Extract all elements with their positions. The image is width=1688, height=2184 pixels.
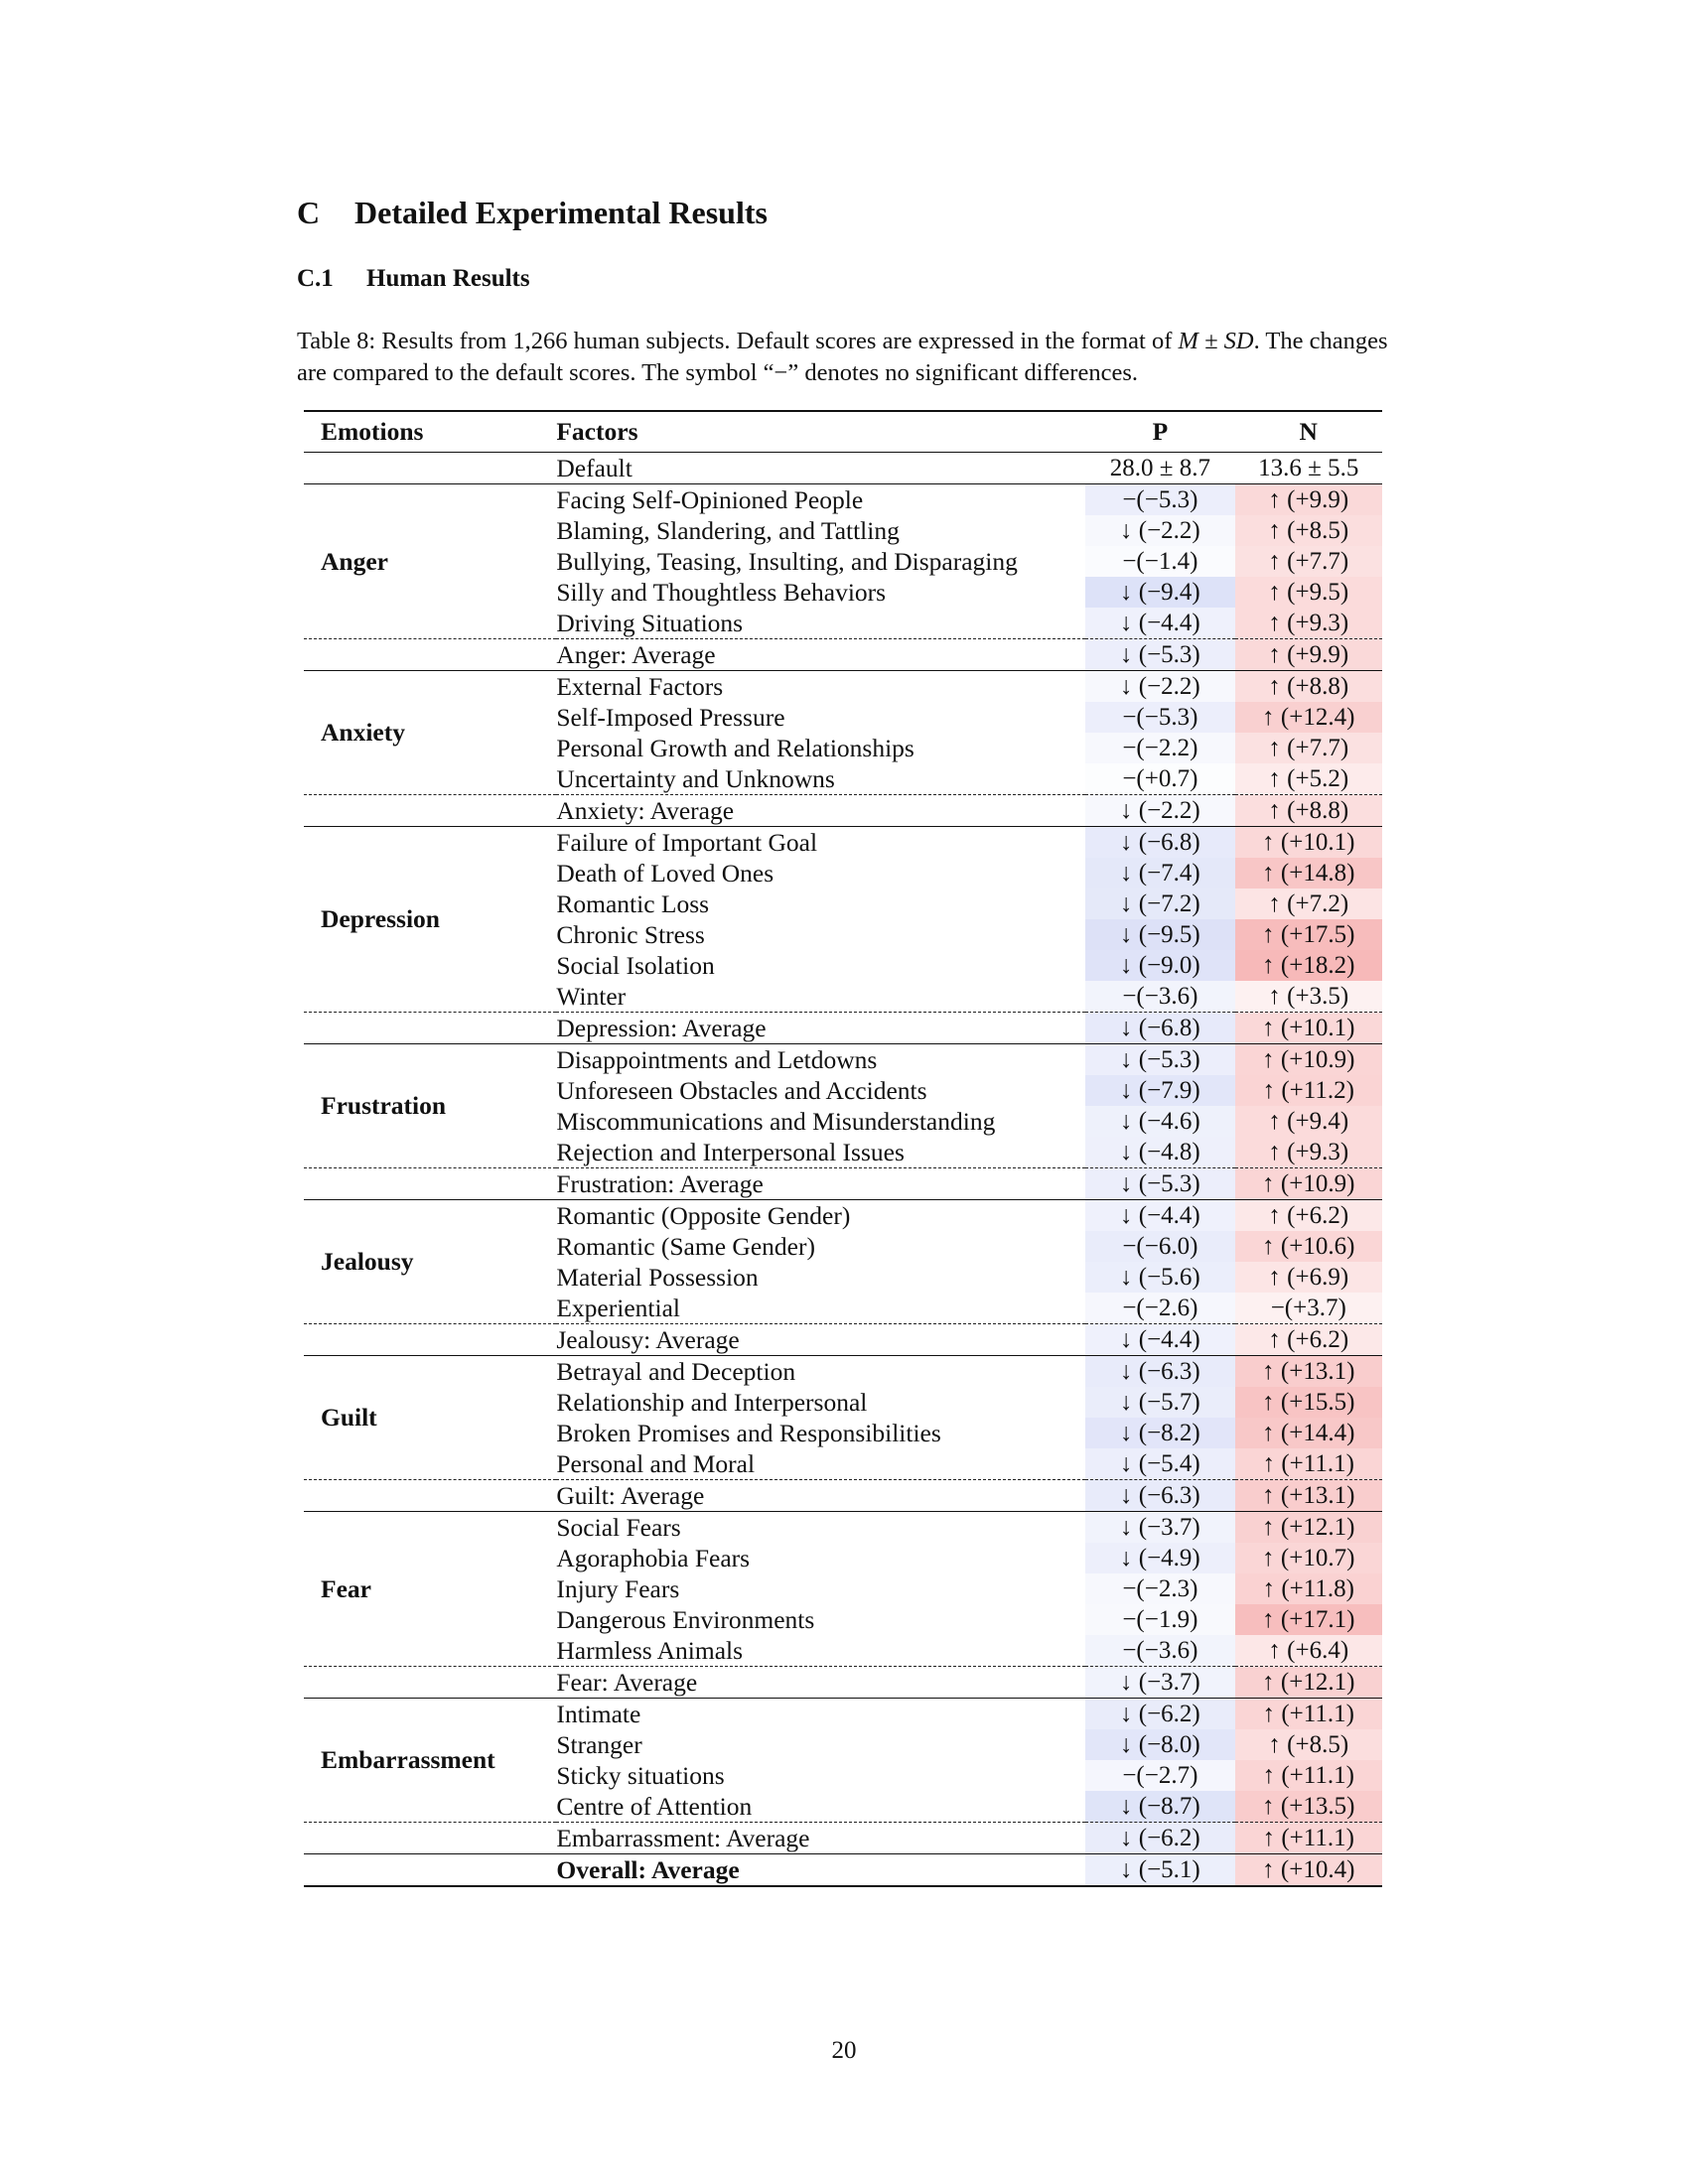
average-row xyxy=(304,1168,1382,1200)
header-p: P xyxy=(1085,411,1234,453)
subsection-title xyxy=(297,265,530,293)
n-cell: ↑ (+10.9) xyxy=(1235,1044,1382,1076)
average-n: ↑ (+11.1) xyxy=(1235,1823,1382,1854)
emotion-label: Depression xyxy=(321,904,440,933)
n-cell: ↑ (+6.9) xyxy=(1235,1262,1382,1293)
factor-cell: Driving Situations xyxy=(556,608,744,637)
p-cell: ↓ (−2.2) xyxy=(1085,671,1234,703)
factor-cell: Betrayal and Deception xyxy=(556,1356,796,1386)
factor-cell: Injury Fears xyxy=(556,1573,680,1603)
factor-cell: Material Possession xyxy=(556,1262,759,1292)
overall-emotion-cell xyxy=(304,1854,556,1887)
p-cell: ↓ (−9.0) xyxy=(1085,950,1234,981)
p-cell: ↓ (−4.4) xyxy=(1085,608,1234,639)
average-emotion-cell xyxy=(304,795,556,827)
p-cell: ↓ (−7.9) xyxy=(1085,1075,1234,1106)
p-cell: −(−1.4) xyxy=(1085,546,1234,577)
n-cell: ↑ (+8.5) xyxy=(1235,1729,1382,1760)
factor-cell: Personal Growth and Relationships xyxy=(556,733,914,762)
average-factor: Embarrassment: Average xyxy=(556,1823,1085,1854)
factor-cell: Death of Loved Ones xyxy=(556,858,774,887)
p-cell: −(−2.7) xyxy=(1085,1760,1234,1791)
n-cell: ↑ (+8.5) xyxy=(1235,515,1382,546)
average-p: ↓ (−6.2) xyxy=(1085,1823,1234,1854)
default-emotion-cell xyxy=(304,453,556,484)
average-row xyxy=(304,1013,1382,1044)
p-cell: −(−3.6) xyxy=(1085,1635,1234,1667)
table-caption xyxy=(297,326,1399,389)
table-row xyxy=(304,1044,1382,1076)
n-cell: ↑ (+10.7) xyxy=(1235,1543,1382,1573)
factor-cell: Unforeseen Obstacles and Accidents xyxy=(556,1075,927,1105)
factor-cell: Bullying, Teasing, Insulting, and Disparaging xyxy=(556,546,1018,576)
average-factor: Anxiety: Average xyxy=(556,795,1085,827)
n-cell: ↑ (+13.5) xyxy=(1235,1791,1382,1823)
factor-cell: Self-Imposed Pressure xyxy=(556,702,785,732)
average-p: ↓ (−6.8) xyxy=(1085,1013,1234,1044)
p-cell: −(−1.9) xyxy=(1085,1604,1234,1635)
factor-cell: Uncertainty and Unknowns xyxy=(556,763,835,793)
header-n: N xyxy=(1235,411,1382,453)
table-row xyxy=(304,671,1382,703)
emotion-label: Jealousy xyxy=(321,1247,414,1276)
average-emotion-cell xyxy=(304,1667,556,1699)
factor-cell: Harmless Animals xyxy=(556,1635,744,1665)
n-cell: ↑ (+11.1) xyxy=(1235,1448,1382,1480)
average-factor: Guilt: Average xyxy=(556,1480,1085,1512)
overall-factor: Overall: Average xyxy=(556,1854,1085,1887)
p-cell: −(−5.3) xyxy=(1085,702,1234,733)
n-cell: ↑ (+7.7) xyxy=(1235,733,1382,763)
p-cell: ↓ (−8.0) xyxy=(1085,1729,1234,1760)
n-cell: ↑ (+11.1) xyxy=(1235,1699,1382,1730)
p-cell: ↓ (−5.4) xyxy=(1085,1448,1234,1480)
factor-cell: Experiential xyxy=(556,1293,680,1322)
p-cell: ↓ (−4.6) xyxy=(1085,1106,1234,1137)
average-row xyxy=(304,795,1382,827)
n-cell: ↑ (+17.5) xyxy=(1235,919,1382,950)
p-cell: ↓ (−4.9) xyxy=(1085,1543,1234,1573)
p-cell: −(+0.7) xyxy=(1122,764,1198,792)
factor-cell: Intimate xyxy=(556,1699,641,1728)
factor-cell: Relationship and Interpersonal xyxy=(556,1387,868,1417)
factor-cell: Romantic Loss xyxy=(556,888,710,918)
factor-cell: Winter xyxy=(556,981,627,1011)
table-row xyxy=(304,1356,1382,1388)
average-row xyxy=(304,1667,1382,1699)
n-cell: ↑ (+11.8) xyxy=(1235,1573,1382,1604)
average-n: ↑ (+9.9) xyxy=(1235,639,1382,671)
average-p: ↓ (−5.3) xyxy=(1085,1168,1234,1200)
average-n: ↑ (+10.1) xyxy=(1235,1013,1382,1044)
n-cell: ↑ (+9.3) xyxy=(1235,608,1382,639)
subsection-title-text: Human Results xyxy=(366,265,530,292)
overall-n: ↑ (+10.4) xyxy=(1235,1854,1382,1887)
p-cell: ↓ (−6.8) xyxy=(1085,827,1234,859)
p-cell: −(−2.6) xyxy=(1085,1293,1234,1324)
p-cell: −(−2.2) xyxy=(1085,733,1234,763)
factor-cell: Agoraphobia Fears xyxy=(556,1543,751,1572)
average-factor: Jealousy: Average xyxy=(556,1324,1085,1356)
n-cell: ↑ (+15.5) xyxy=(1235,1387,1382,1418)
emotion-label: Anger xyxy=(321,546,388,576)
emotion-label: Fear xyxy=(321,1573,371,1603)
p-cell: ↓ (−9.5) xyxy=(1085,919,1234,950)
p-cell: ↓ (−5.6) xyxy=(1085,1262,1234,1293)
n-cell: ↑ (+7.7) xyxy=(1235,546,1382,577)
n-cell: ↑ (+6.2) xyxy=(1235,1200,1382,1232)
n-cell: ↑ (+11.2) xyxy=(1235,1075,1382,1106)
n-cell: ↑ (+13.1) xyxy=(1235,1356,1382,1388)
default-factor: Default xyxy=(556,453,1085,484)
subsection-number: C.1 xyxy=(297,265,334,292)
n-cell: −(+3.7) xyxy=(1235,1293,1382,1324)
factor-cell: Disappointments and Letdowns xyxy=(556,1044,878,1074)
factor-cell: Broken Promises and Responsibilities xyxy=(556,1418,941,1447)
average-emotion-cell xyxy=(304,1168,556,1200)
average-n: ↑ (+12.1) xyxy=(1235,1667,1382,1699)
factor-cell: Stranger xyxy=(556,1729,642,1759)
average-emotion-cell xyxy=(304,1480,556,1512)
average-p: ↓ (−2.2) xyxy=(1085,795,1234,827)
factor-cell: External Factors xyxy=(556,671,724,701)
overall-p: ↓ (−5.1) xyxy=(1085,1854,1234,1887)
caption-math: M ± SD xyxy=(1178,328,1254,354)
p-cell: ↓ (−8.2) xyxy=(1085,1418,1234,1448)
p-cell: ↓ (−3.7) xyxy=(1085,1512,1234,1544)
table-row xyxy=(304,484,1382,516)
n-cell: ↑ (+12.4) xyxy=(1235,702,1382,733)
default-row xyxy=(304,453,1382,484)
p-cell: −(−5.3) xyxy=(1085,484,1234,516)
n-cell: ↑ (+17.1) xyxy=(1235,1604,1382,1635)
emotion-label: Frustration xyxy=(321,1091,447,1120)
average-factor: Frustration: Average xyxy=(556,1168,1085,1200)
average-emotion-cell xyxy=(304,639,556,671)
n-cell: ↑ (+10.1) xyxy=(1235,827,1382,859)
factor-cell: Rejection and Interpersonal Issues xyxy=(556,1137,905,1166)
p-cell: ↓ (−4.8) xyxy=(1085,1137,1234,1168)
section-title xyxy=(297,195,768,231)
factor-cell: Blaming, Slandering, and Tattling xyxy=(556,515,900,545)
average-factor: Depression: Average xyxy=(556,1013,1085,1044)
default-n: 13.6 ± 5.5 xyxy=(1235,453,1382,484)
p-cell: ↓ (−4.4) xyxy=(1085,1200,1234,1232)
p-cell: ↓ (−6.2) xyxy=(1085,1699,1234,1730)
n-cell: ↑ (+9.4) xyxy=(1235,1106,1382,1137)
average-emotion-cell xyxy=(304,1013,556,1044)
factor-cell: Social Fears xyxy=(556,1512,681,1542)
n-cell: ↑ (+14.4) xyxy=(1235,1418,1382,1448)
emotion-label: Guilt xyxy=(321,1403,377,1432)
factor-cell: Personal and Moral xyxy=(556,1448,756,1478)
p-cell: ↓ (−5.3) xyxy=(1085,1044,1234,1076)
average-row xyxy=(304,1324,1382,1356)
factor-cell: Miscommunications and Misunderstanding xyxy=(556,1106,996,1136)
header-emotions: Emotions xyxy=(304,411,556,453)
average-row xyxy=(304,1823,1382,1854)
average-n: ↑ (+10.9) xyxy=(1235,1168,1382,1200)
table-row xyxy=(304,1512,1382,1544)
n-cell: ↑ (+12.1) xyxy=(1235,1512,1382,1544)
average-n: ↑ (+6.2) xyxy=(1235,1324,1382,1356)
n-cell: ↑ (+9.3) xyxy=(1235,1137,1382,1168)
factor-cell: Centre of Attention xyxy=(556,1791,753,1821)
average-n: ↑ (+8.8) xyxy=(1235,795,1382,827)
factor-cell: Silly and Thoughtless Behaviors xyxy=(556,577,887,607)
average-factor: Anger: Average xyxy=(556,639,1085,671)
n-cell: ↑ (+7.2) xyxy=(1235,888,1382,919)
section-title-text: Detailed Experimental Results xyxy=(354,195,768,230)
n-cell: ↑ (+11.1) xyxy=(1235,1760,1382,1791)
table-row xyxy=(304,1699,1382,1730)
p-cell: ↓ (−2.2) xyxy=(1085,515,1234,546)
factor-cell: Social Isolation xyxy=(556,950,715,980)
emotion-label: Embarrassment xyxy=(321,1745,495,1774)
factor-cell: Romantic (Opposite Gender) xyxy=(556,1200,851,1230)
factor-cell: Chronic Stress xyxy=(556,919,705,949)
factor-cell: Facing Self-Opinioned People xyxy=(556,484,864,514)
table-row xyxy=(304,827,1382,859)
p-cell: −(−6.0) xyxy=(1085,1231,1234,1262)
n-cell: ↑ (+5.2) xyxy=(1235,763,1382,795)
average-p: ↓ (−3.7) xyxy=(1085,1667,1234,1699)
factor-cell: Failure of Important Goal xyxy=(556,827,818,857)
table-body xyxy=(304,453,1382,1887)
average-row xyxy=(304,1480,1382,1512)
p-cell: −(−3.6) xyxy=(1085,981,1234,1013)
p-cell: ↓ (−9.4) xyxy=(1085,577,1234,608)
p-cell: ↓ (−5.7) xyxy=(1085,1387,1234,1418)
factor-cell: Dangerous Environments xyxy=(556,1604,815,1634)
average-p: ↓ (−4.4) xyxy=(1085,1324,1234,1356)
average-factor: Fear: Average xyxy=(556,1667,1085,1699)
n-cell: ↑ (+9.9) xyxy=(1235,484,1382,516)
caption-text-after: . The changes are compared to the default scores. The symbol “−” denotes no significant differences. xyxy=(297,328,1388,386)
average-emotion-cell xyxy=(304,1324,556,1356)
average-p: ↓ (−6.3) xyxy=(1085,1480,1234,1512)
n-cell: ↑ (+3.5) xyxy=(1235,981,1382,1013)
n-cell: ↑ (+14.8) xyxy=(1235,858,1382,888)
page-number: 20 xyxy=(831,2037,857,2064)
default-p: 28.0 ± 8.7 xyxy=(1085,453,1234,484)
n-cell: ↑ (+8.8) xyxy=(1235,671,1382,703)
section-number: C xyxy=(297,195,321,230)
average-n: ↑ (+13.1) xyxy=(1235,1480,1382,1512)
p-cell: ↓ (−7.2) xyxy=(1085,888,1234,919)
factor-cell: Romantic (Same Gender) xyxy=(556,1231,815,1261)
overall-row xyxy=(304,1854,1382,1887)
p-cell: ↓ (−7.4) xyxy=(1085,858,1234,888)
n-cell: ↑ (+6.4) xyxy=(1235,1635,1382,1667)
average-emotion-cell xyxy=(304,1823,556,1854)
emotion-label: Anxiety xyxy=(321,718,405,747)
n-cell: ↑ (+10.6) xyxy=(1235,1231,1382,1262)
average-p: ↓ (−5.3) xyxy=(1085,639,1234,671)
table-header-row xyxy=(304,411,1382,453)
n-cell: ↑ (+18.2) xyxy=(1235,950,1382,981)
factor-cell: Sticky situations xyxy=(556,1760,725,1790)
p-cell: −(−2.3) xyxy=(1085,1573,1234,1604)
caption-text-before: Table 8: Results from 1,266 human subjects. Default scores are expressed in the format of xyxy=(297,328,1179,354)
results-table xyxy=(304,410,1382,1887)
average-row xyxy=(304,639,1382,671)
n-cell: ↑ (+9.5) xyxy=(1235,577,1382,608)
table-row xyxy=(304,1200,1382,1232)
p-cell: ↓ (−6.3) xyxy=(1085,1356,1234,1388)
header-factors: Factors xyxy=(556,411,1085,453)
p-cell: ↓ (−8.7) xyxy=(1085,1791,1234,1823)
